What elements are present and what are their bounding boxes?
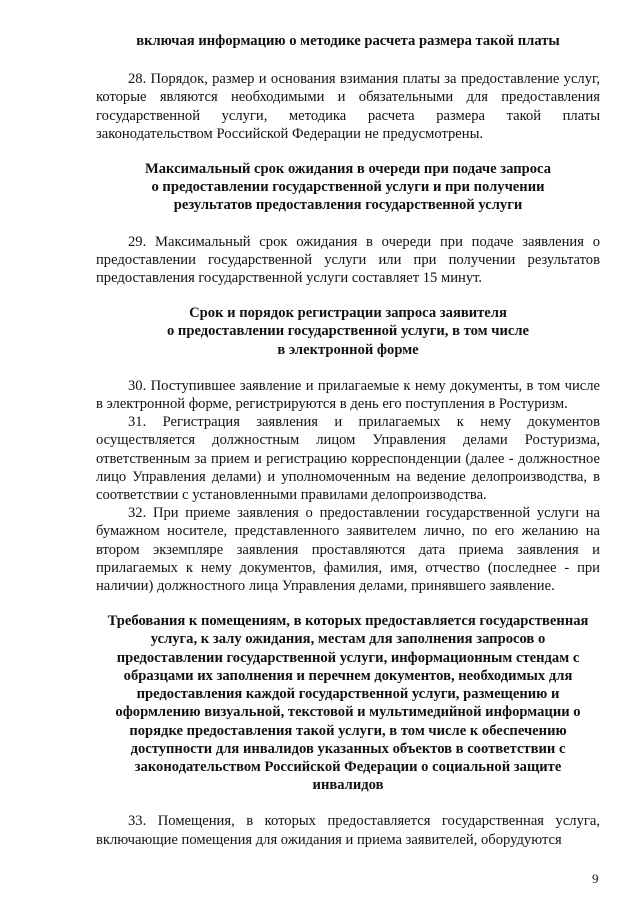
heading-line: предоставлении государственной услуги, информационным стендам с — [116, 649, 580, 666]
heading-line: результатов предоставления государственной услуги — [173, 197, 523, 214]
section-heading-max-wait-time — [96, 160, 600, 215]
heading-line: оформлению визуальной, текстовой и мультимедийной информации о — [115, 704, 581, 721]
section-heading-fee-methodology: включая информацию о методике расчета размера такой платы — [136, 33, 560, 49]
heading-line: о предоставлении государственной услуги, в том числе — [166, 323, 529, 340]
heading-line: в электронной форме — [277, 341, 419, 358]
paragraph-33: 33. Помещения, в которых предоставляется государственная услуга, включающие помещения для ожидания и приема заявителей, оборудуются — [96, 813, 600, 848]
paragraph-30: 30. Поступившее заявление и прилагаемые к нему документы, в том числе в электронной форме, регистрируются в день его поступления в Ростуризм. — [96, 377, 600, 413]
heading-line: образцами их заполнения и перечнем документов, необходимых для — [123, 667, 573, 684]
paragraph-31: 31. Регистрация заявления и прилагаемых к нему документов осуществляется должностным лицом Управления делами Ростуризма, ответственным за прием и регистрацию корреспонденции (далее - должностное лицо Управления делами) и уполномоченным на ведение делопроизводства, в соответствии с установленными правилами делопроизводства. — [96, 414, 600, 504]
heading-line: доступности для инвалидов указанных объектов в соответствии с — [130, 740, 566, 757]
heading-line: законодательством Российской Федерации о социальной защите — [134, 758, 562, 775]
heading-line: Требования к помещениям, в которых предоставляется государственная — [107, 613, 589, 630]
heading-line: Срок и порядок регистрации запроса заявителя — [189, 305, 507, 322]
heading-line: порядке предоставления такой услуги, в том числе к обеспечению — [129, 722, 567, 739]
page-content — [96, 32, 600, 849]
paragraph-32: 32. При приеме заявления о предоставлении государственной услуги на бумажном носителе, представленного заявителем лично, по его желанию на втором экземпляре заявления проставляются дата приема заявления и прилагаемых к нему документов, фамилия, имя, отчество (последнее - при наличии) должностного лица Управления делами, принявшего заявление. — [96, 505, 600, 595]
heading-line: предоставления каждой государственной услуги, размещению и — [136, 686, 560, 703]
section-heading-premises-requirements — [96, 612, 600, 794]
page-number: 9 — [592, 871, 599, 886]
section-heading-registration — [96, 304, 600, 359]
heading-line: о предоставлении государственной услуги и при получении — [151, 179, 545, 196]
heading-line: Максимальный срок ожидания в очереди при подаче запроса — [144, 161, 551, 178]
heading-line: инвалидов — [312, 777, 384, 794]
paragraph-28: 28. Порядок, размер и основания взимания платы за предоставление услуг, которые являются необходимыми и обязательными для предоставления государственной услуги, методика расчета размера такой платы законодательством Российской Федерации не предусмотрены. — [96, 71, 600, 142]
heading-line: услуга, к залу ожидания, местам для заполнения запросов о — [150, 631, 546, 648]
paragraph-29: 29. Максимальный срок ожидания в очереди при подаче заявления о предоставлении государственной услуги или при получении результатов предоставления государственной услуги составляет 15 минут. — [96, 233, 600, 287]
